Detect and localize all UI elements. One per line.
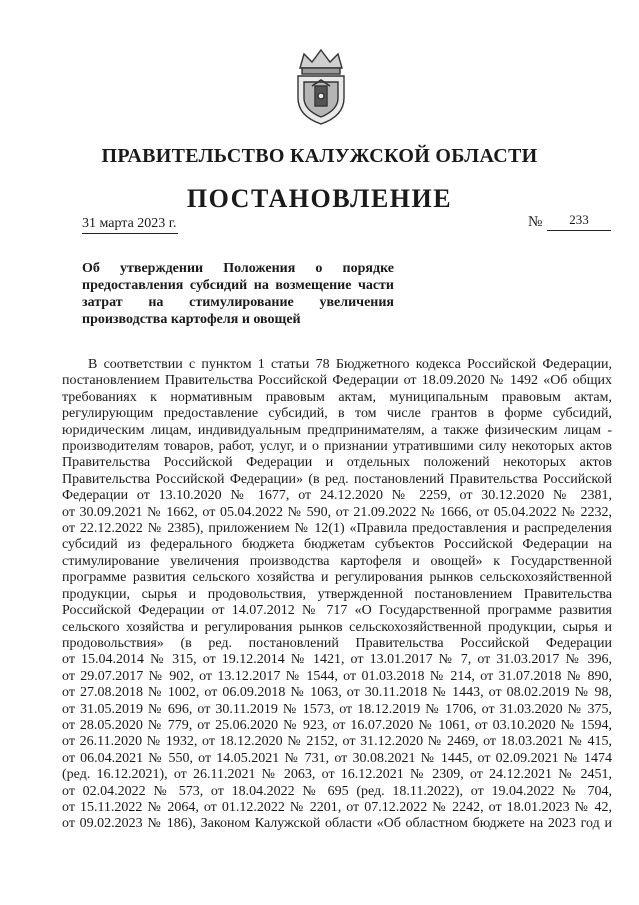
body-line: требованиях к нормативным правовым актам, муниципальным правовым актам, [62, 389, 612, 405]
body-line: В соответствии с пунктом 1 статьи 78 Бюджетного кодекса Российской Федерации, [88, 357, 612, 372]
body-line: стимулирование увеличения производства картофеля и овощей» к Государственной [62, 553, 612, 569]
body-line: производителям товаров, работ, услуг, и о признании утратившими силу некоторых актов [62, 439, 612, 455]
body-line: от 28.05.2020 № 779, от 25.06.2020 № 923, от 16.07.2020 № 1061, от 03.10.2020 № 1594, [62, 717, 612, 733]
body-line: от 27.08.2018 № 1002, от 06.09.2018 № 1063, от 30.11.2018 № 1443, от 08.02.2019 № 98, [62, 685, 612, 701]
subject-line: производства картофеля и овощей [82, 312, 301, 327]
body-line: Правительства Российской Федерации» (в ред. постановлений Правительства Российской [62, 471, 612, 487]
body-line: постановлением Правительства Российской Федерации от 18.09.2020 № 1492 «Об общих [62, 373, 612, 389]
body-line: от 02.04.2022 № 573, от 18.04.2022 № 695 (ред. 18.11.2022), от 19.04.2022 № 704, [62, 783, 612, 799]
body-line: от 15.11.2022 № 2064, от 01.12.2022 № 2201, от 07.12.2022 № 2242, от 18.01.2023 № 42, [62, 799, 612, 815]
body-line: Правительства Российской Федерации и отдельных положений некоторых актов [62, 455, 612, 471]
coat-of-arms-icon [292, 46, 350, 126]
body-line: Российской Федерации от 14.07.2012 № 717 «О Государственной программе развития [62, 603, 612, 619]
subject-line: Об утверждении Положения о порядке [82, 261, 394, 276]
body-line: юридическим лицам, индивидуальным предпринимателям, а также физическим лицам - [62, 422, 612, 438]
document-number: 233 [547, 212, 611, 231]
subject-line: затрат на стимулирование увеличения [82, 295, 394, 310]
body-line: субсидий из федерального бюджета бюджетам субъектов Российской Федерации на [62, 537, 612, 553]
body-line: регулирующим предоставление субсидий, в том числе грантов в форме субсидий, [62, 406, 612, 422]
body-line: от 09.02.2023 № 186), Законом Калужской области «Об областном бюджете на 2023 год и [62, 816, 612, 832]
body-line: от 06.04.2021 № 550, от 14.05.2021 № 731, от 30.08.2021 № 1445, от 02.09.2021 № 1474 [62, 750, 612, 766]
body-line: от 22.12.2022 № 2385), приложением № 12(1) «Правила предоставления и распределения [62, 521, 612, 537]
body-line: программе развития сельского хозяйства и регулирования рынков сельскохозяйственной [62, 570, 612, 586]
number-sign: № [528, 214, 543, 230]
document-body [62, 357, 612, 833]
body-line: от 15.04.2014 № 315, от 19.12.2014 № 1421, от 13.01.2017 № 7, от 31.03.2017 № 396, [62, 652, 612, 668]
body-line: продовольствия» (в ред. постановлений Правительства Российской Федерации [62, 635, 612, 651]
body-line: от 29.07.2017 № 902, от 13.12.2017 № 1544, от 01.03.2018 № 214, от 31.07.2018 № 890, [62, 668, 612, 684]
body-line: от 30.09.2021 № 1662, от 05.04.2022 № 590, от 21.09.2022 № 1666, от 05.04.2022 № 2232, [62, 504, 612, 520]
body-line: сельского хозяйства и регулирования рынков сельскохозяйственной продукции, сырья и [62, 619, 612, 635]
document-date: 31 марта 2023 г. [82, 216, 178, 234]
body-line: от 31.05.2019 № 696, от 30.11.2019 № 1573, от 18.12.2019 № 1706, от 31.03.2020 № 375, [62, 701, 612, 717]
government-name: ПРАВИТЕЛЬСТВО КАЛУЖСКОЙ ОБЛАСТИ [101, 145, 538, 167]
body-line: (ред. 16.12.2021), от 26.11.2021 № 2063, от 16.12.2021 № 2309, от 24.12.2021 № 2451, [62, 767, 612, 783]
subject-line: предоставления субсидий на возмещение части [82, 278, 394, 293]
body-line: продукции, сырья и продовольствия, утвержденной постановлением Правительства [62, 586, 612, 602]
body-line: Федерации от 13.10.2020 № 1677, от 24.12.2020 № 2259, от 30.12.2020 № 2381, [62, 488, 612, 504]
document-subject [82, 260, 394, 328]
body-line: от 26.11.2020 № 1932, от 18.12.2020 № 2152, от 31.12.2020 № 2469, от 18.03.2021 № 415, [62, 734, 612, 750]
document-type-title: ПОСТАНОВЛЕНИЕ [186, 184, 453, 213]
